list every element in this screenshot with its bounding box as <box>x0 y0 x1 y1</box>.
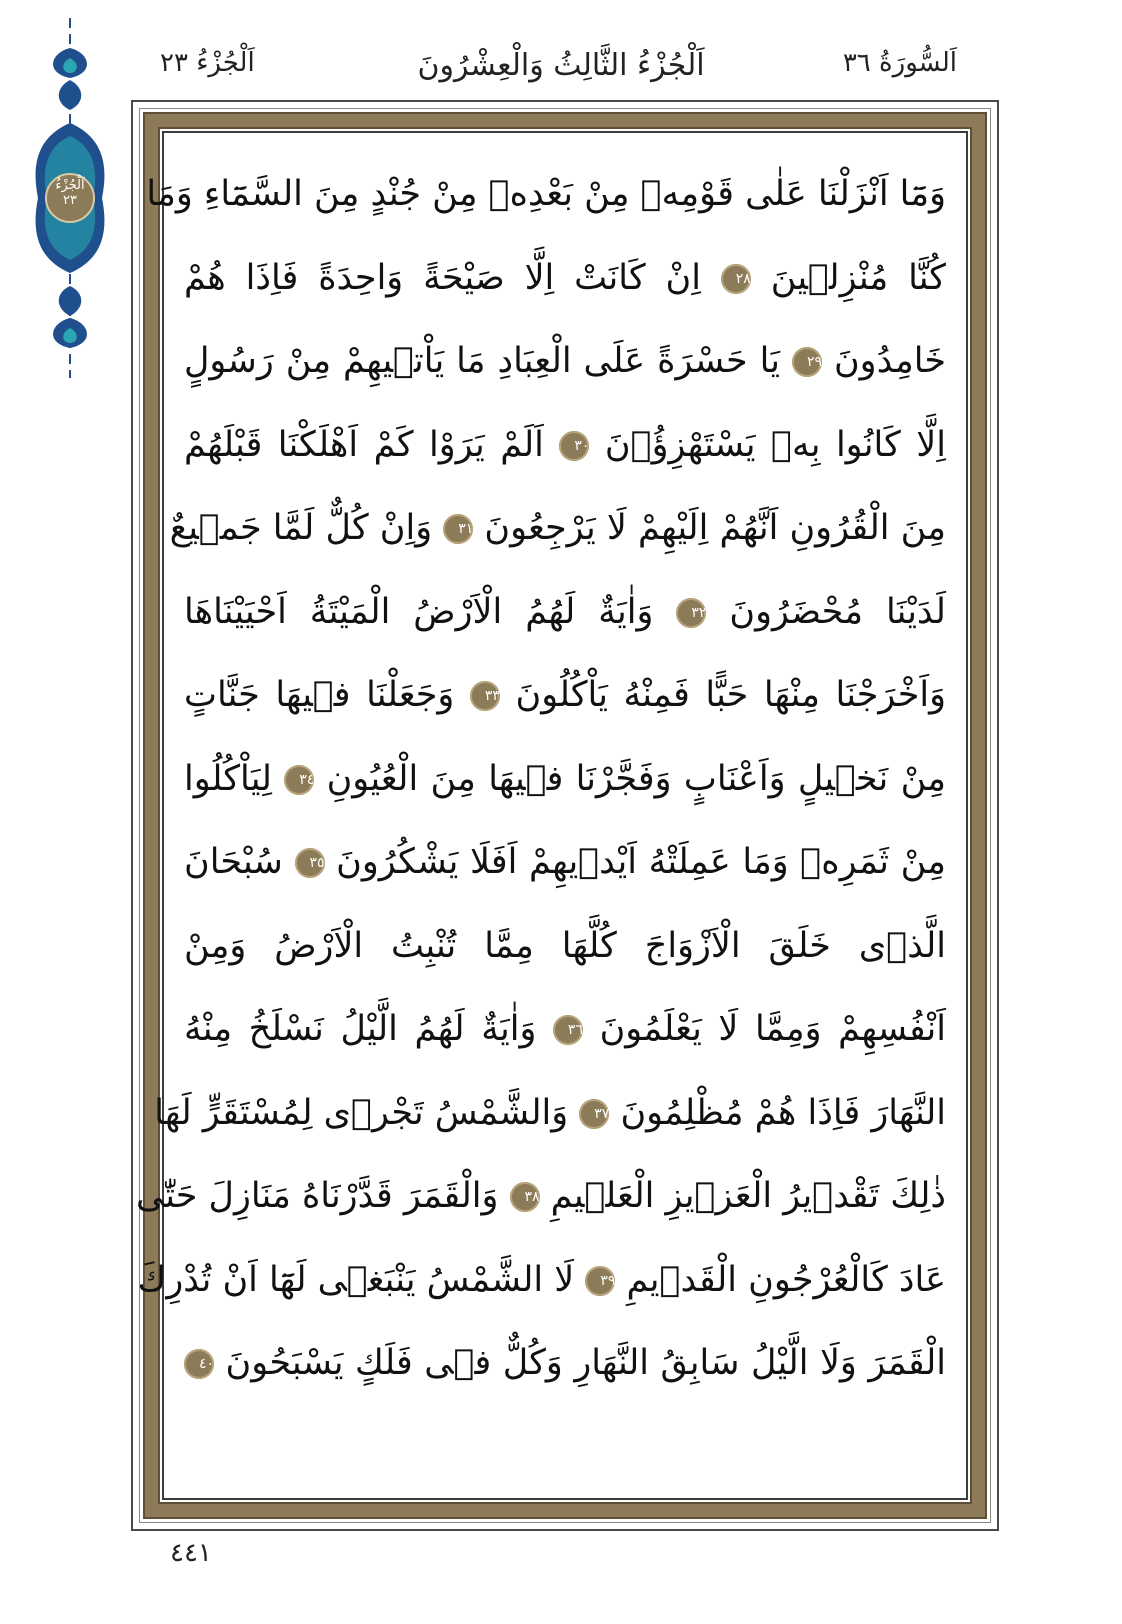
bottom-floral-icon <box>53 286 87 348</box>
ayah-number-marker: ٣٩ <box>585 1266 615 1296</box>
line-text-continuation: اِنْ كَانَتْ اِلَّا صَيْحَةً وَاحِدَةً فَاِذَا هُمْ <box>184 257 701 298</box>
text-line <box>184 738 946 822</box>
ayah-number-marker: ٣٨ <box>510 1182 540 1212</box>
line-text-continuation: يَا حَسْرَةً عَلَى الْعِبَادِ مَا يَاْت۪يهِمْ مِنْ رَسُولٍ <box>184 341 781 381</box>
ayah-number-marker: ٣٣ <box>470 681 500 711</box>
line-text: عَادَ كَالْعُرْجُونِ الْقَد۪يمِ <box>626 1259 946 1300</box>
line-text-continuation: وَاٰيَةٌ لَهُمُ الَّيْلُ نَسْلَخُ مِنْهُ <box>184 1009 537 1049</box>
line-text-continuation: وَالشَّمْسُ تَجْر۪ى لِمُسْتَقَرٍّ لَهَا <box>154 1092 569 1133</box>
line-text: مِنْ ثَمَرِه۪ وَمَا عَمِلَتْهُ اَيْد۪يهِمْ اَفَلَا يَشْكُرُونَ <box>336 842 946 882</box>
juz-marker-text <box>46 178 94 208</box>
line-text: الَّذ۪ى خَلَقَ الْاَزْوَاجَ كُلَّهَا مِمَّا تُنْبِتُ الْاَرْضُ وَمِنْ <box>184 925 946 966</box>
ayah-number-marker: ٣٠ <box>559 431 589 461</box>
text-line <box>184 571 946 655</box>
line-text: لَدَيْنَا مُحْضَرُونَ <box>729 591 946 632</box>
line-text-continuation: وَجَعَلْنَا ف۪يهَا جَنَّاتٍ <box>184 675 455 715</box>
line-text-continuation: سُبْحَانَ <box>184 842 283 882</box>
text-line <box>184 1322 946 1406</box>
ayah-number-marker: ٢٨ <box>721 264 751 294</box>
ayah-number-marker: ٣٢ <box>676 598 706 628</box>
text-line <box>146 153 946 237</box>
juz-short-header: اَلْجُزْءُ ٢٣ <box>160 48 255 78</box>
text-line <box>184 320 946 404</box>
ayah-number-marker: ٣١ <box>443 514 473 544</box>
line-text: اِلَّا كَانُوا بِه۪ يَسْتَهْزِؤُ۫نَ <box>604 424 946 465</box>
line-text-continuation: وَاِنْ كُلٌّ لَمَّا جَم۪يعٌ <box>169 508 433 548</box>
ayah-number-marker: ٣٥ <box>295 848 325 878</box>
juz-title-header: اَلْجُزْءُ الثَّالِثُ وَالْعِشْرُونَ <box>417 48 705 83</box>
text-line <box>184 404 946 488</box>
line-text: ذٰلِكَ تَقْد۪يرُ الْعَز۪يزِ الْعَل۪يمِ <box>550 1176 946 1216</box>
line-text: اَنْفُسِهِمْ وَمِمَّا لَا يَعْلَمُونَ <box>599 1009 946 1049</box>
surah-header: اَلسُّورَةُ ٣٦ <box>842 48 957 78</box>
text-line <box>137 1239 946 1323</box>
ayah-number-marker: ٣٦ <box>553 1015 583 1045</box>
line-text: مِنْ نَخ۪يلٍ وَاَعْنَابٍ وَفَجَّرْنَا ف۪يهَا مِنَ الْعُيُونِ <box>326 758 946 799</box>
line-text: كُنَّا مُنْزِل۪ينَ <box>770 257 946 298</box>
line-text: خَامِدُونَ <box>833 341 946 381</box>
text-line <box>184 905 946 989</box>
line-text: وَمَٓا اَنْزَلْنَا عَلٰى قَوْمِه۪ مِنْ بَعْدِه۪ مِنْ جُنْدٍ مِنَ السَّمَٓاءِ وَمَا <box>146 174 946 214</box>
text-line <box>136 1155 946 1239</box>
text-line <box>154 1072 946 1156</box>
juz-marker-label: اَلْجُزْءُ <box>55 178 85 193</box>
text-line <box>184 821 946 905</box>
line-text-continuation: لَا الشَّمْسُ يَنْبَغ۪ى لَهَٓا اَنْ تُدْرِكَ <box>137 1259 575 1300</box>
page-number: ٤٤١ <box>170 1538 212 1568</box>
line-text-continuation: اَلَمْ يَرَوْا كَمْ اَهْلَكْنَا قَبْلَهُمْ <box>184 424 544 465</box>
text-line <box>184 988 946 1072</box>
quran-text <box>136 153 946 1478</box>
line-text: النَّهَارَ فَاِذَا هُمْ مُظْلِمُونَ <box>620 1092 946 1133</box>
page-frame <box>131 100 999 1531</box>
ayah-number-marker: ٢٩ <box>792 347 822 377</box>
line-text: الْقَمَرَ وَلَا الَّيْلُ سَابِقُ النَّهَارِ وَكُلٌّ ف۪ى فَلَكٍ يَسْبَحُونَ <box>225 1343 946 1383</box>
line-text: مِنَ الْقُرُونِ اَنَّهُمْ اِلَيْهِمْ لَا يَرْجِعُونَ <box>484 508 946 548</box>
ayah-number-marker: ٤٠ <box>184 1349 214 1379</box>
line-text-continuation: وَاٰيَةٌ لَهُمُ الْاَرْضُ الْمَيْتَةُ اَحْيَيْنَاهَا <box>184 591 654 632</box>
text-line <box>184 654 946 738</box>
text-line <box>184 237 946 321</box>
ayah-number-marker: ٣٤ <box>284 765 314 795</box>
ayah-number-marker: ٣٧ <box>579 1099 609 1129</box>
line-text: وَاَخْرَجْنَا مِنْهَا حَبًّا فَمِنْهُ يَاْكُلُونَ <box>515 675 946 715</box>
text-panel <box>136 131 968 1500</box>
text-line <box>169 487 946 571</box>
juz-marker-number: ٢٣ <box>63 193 77 208</box>
line-text-continuation: لِيَاْكُلُوا <box>184 758 272 799</box>
line-text-continuation: وَالْقَمَرَ قَدَّرْنَاهُ مَنَازِلَ حَتّٰى <box>136 1176 499 1216</box>
